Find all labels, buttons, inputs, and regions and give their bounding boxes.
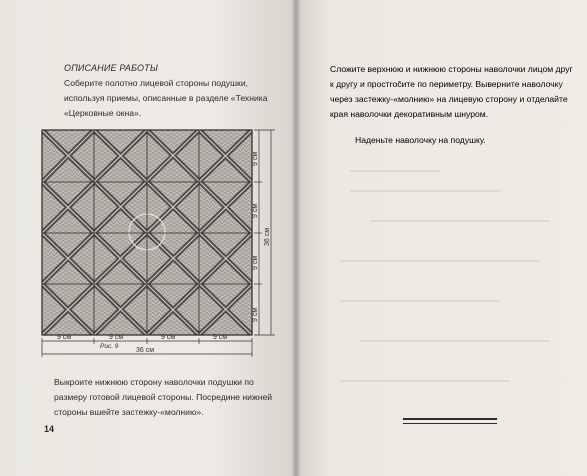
intro-paragraph: Соберите полотно лицевой стороны подушки, используя приемы, описанные в разделе «Техника «Церковные окна». [64, 78, 268, 118]
decorative-rule-thin [403, 423, 497, 424]
side-dim-2: 9 см [252, 203, 259, 218]
decorative-rule [403, 418, 497, 420]
book-gutter [292, 0, 300, 476]
side-total: 36 см [264, 227, 271, 246]
bottom-dim-2: 9 см [109, 334, 124, 341]
bottom-dim-1: 9 см [57, 334, 72, 341]
section-title: ОПИСАНИЕ РАБОТЫ [64, 63, 159, 73]
bottom-dim-3: 9 см [161, 334, 176, 341]
outro-paragraph: Выкроите нижнюю сторону наволочки подушки по размеру готовой лицевой стороны. Посредине нижней стороны вшейте застежку-«молнию». [54, 377, 273, 417]
bleed-through-shadow [330, 150, 570, 420]
side-dim-4: 9 см [252, 307, 259, 322]
bottom-total: 36 см [136, 347, 155, 354]
side-dim-3: 9 см [252, 255, 259, 270]
side-dim-1: 9 см [252, 151, 259, 166]
page-number: 14 [44, 424, 55, 434]
right-paragraph-1: Сложите верхнюю и нижнюю стороны наволочки лицом друг к другу и простročите по периметру. Выверните наволочку через застежку-«молнию» на лицевую сторону и отделайте края наволочки декоративным шнуром. [330, 64, 573, 119]
bottom-dim-4: 9 см [213, 334, 228, 341]
figure-caption: Рис. 9 [100, 343, 119, 350]
right-paragraph-2: Наденьте наволочку на подушку. [355, 135, 486, 145]
